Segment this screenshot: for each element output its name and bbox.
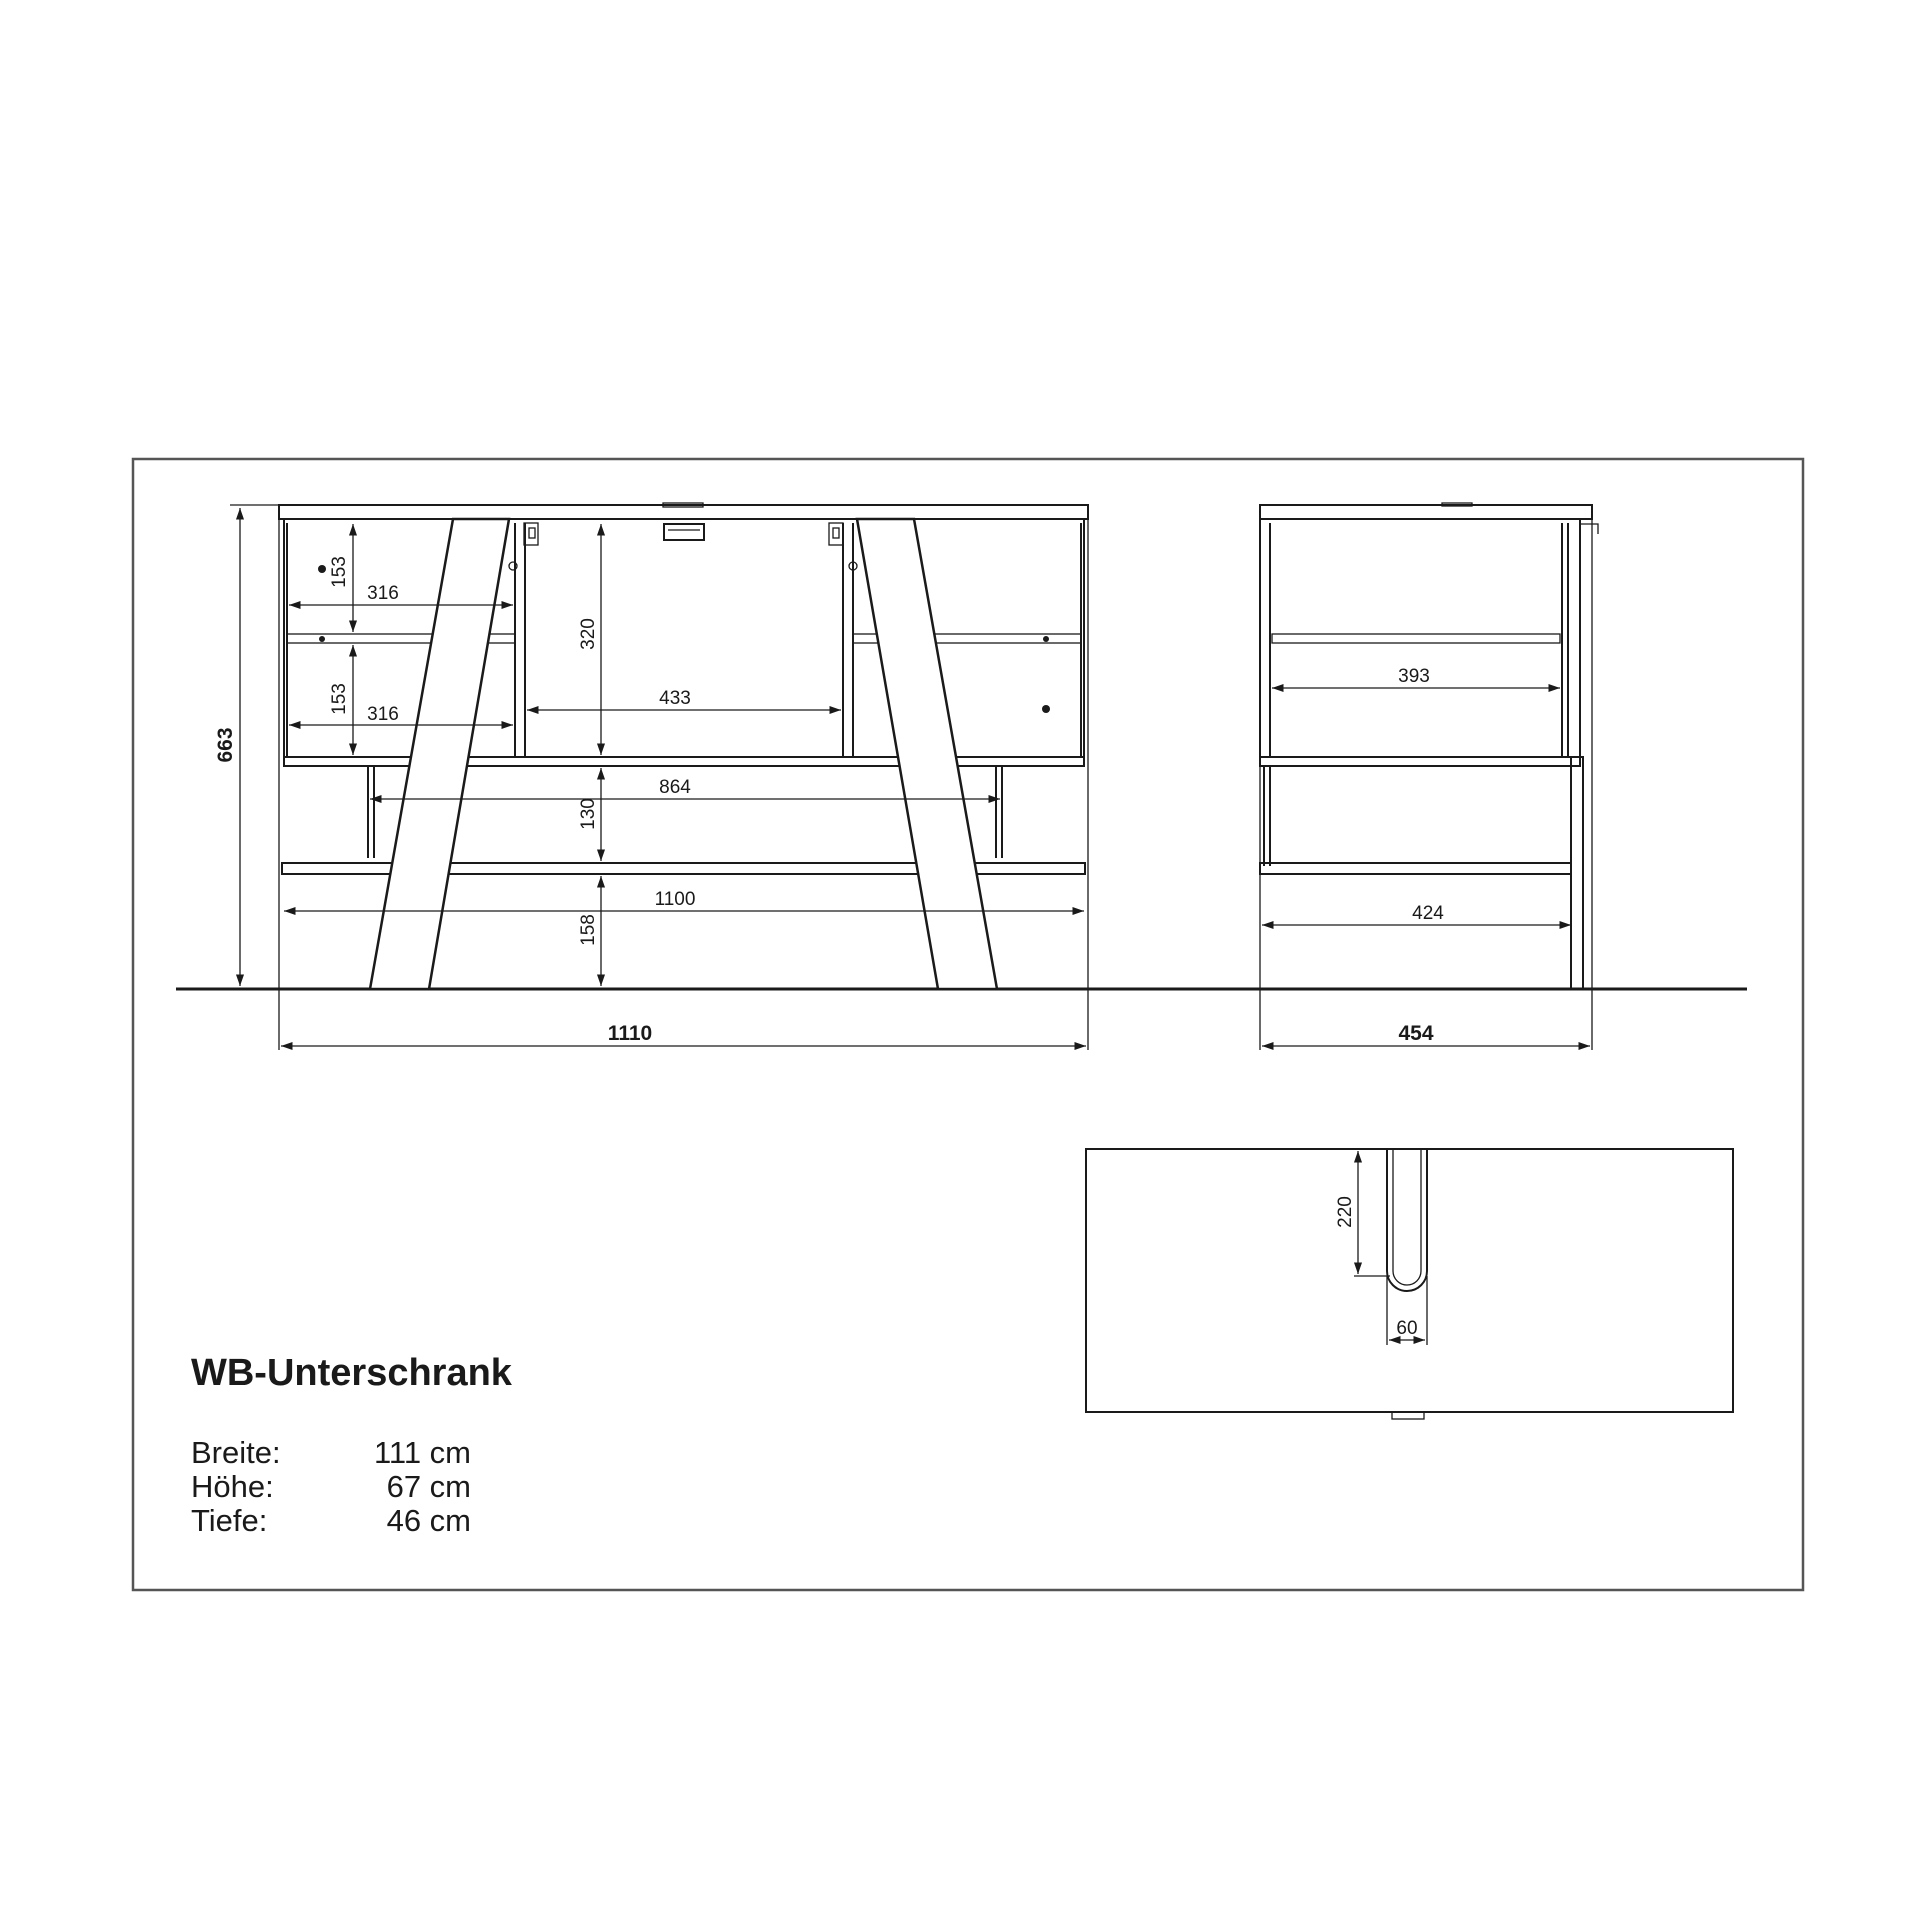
product-title: WB-Unterschrank	[191, 1352, 512, 1394]
side-bottom-shelf	[1260, 863, 1571, 874]
spec-value: 111 cm	[373, 1435, 471, 1470]
side-countertop	[1260, 505, 1592, 519]
dim-total-height: 663	[214, 727, 237, 763]
dim-lower-width: 864	[659, 777, 691, 798]
siphon-bracket	[664, 524, 704, 540]
spec-label: Breite:	[191, 1435, 281, 1470]
spec-list	[191, 1436, 471, 1538]
dim-cutout-depth: 220	[1335, 1196, 1356, 1228]
top-view	[1086, 1149, 1733, 1419]
side-shelf	[1272, 634, 1560, 643]
drawing-frame	[133, 459, 1803, 1590]
dim-cutout-width: 60	[1396, 1318, 1418, 1339]
dim-total-width: 1110	[607, 1022, 653, 1045]
spec-value: 46 cm	[386, 1503, 471, 1538]
spec-label: Höhe:	[191, 1469, 274, 1504]
top-view-outline	[1086, 1149, 1733, 1412]
dim-side-total-depth: 454	[1398, 1022, 1434, 1045]
side-leg	[1571, 757, 1583, 989]
dim-compartment-height-upper: 153	[329, 556, 350, 588]
front-leg-right	[857, 519, 997, 989]
spec-row-depth	[191, 1504, 471, 1538]
dim-side-inner-width: 393	[1398, 666, 1430, 687]
dim-side-shelf-depth: 424	[1412, 903, 1444, 924]
dim-shelf-width: 1100	[654, 889, 696, 910]
dim-floor-height: 158	[578, 914, 599, 946]
spec-row-height	[191, 1470, 471, 1504]
dim-compartment-width-lower: 316	[367, 704, 399, 725]
dim-compartment-width-upper: 316	[367, 583, 399, 604]
dim-center-width: 433	[659, 688, 691, 709]
knob-dot	[1042, 705, 1050, 713]
dim-center-height: 320	[578, 618, 599, 650]
side-view	[1260, 503, 1598, 1050]
front-view	[214, 503, 1088, 1050]
spec-label: Tiefe:	[191, 1503, 268, 1538]
dim-lower-height: 130	[578, 798, 599, 830]
spec-row-width	[191, 1436, 471, 1470]
spec-value: 67 cm	[386, 1469, 471, 1504]
knob-dot	[318, 565, 326, 573]
dim-compartment-height-lower: 153	[329, 683, 350, 715]
